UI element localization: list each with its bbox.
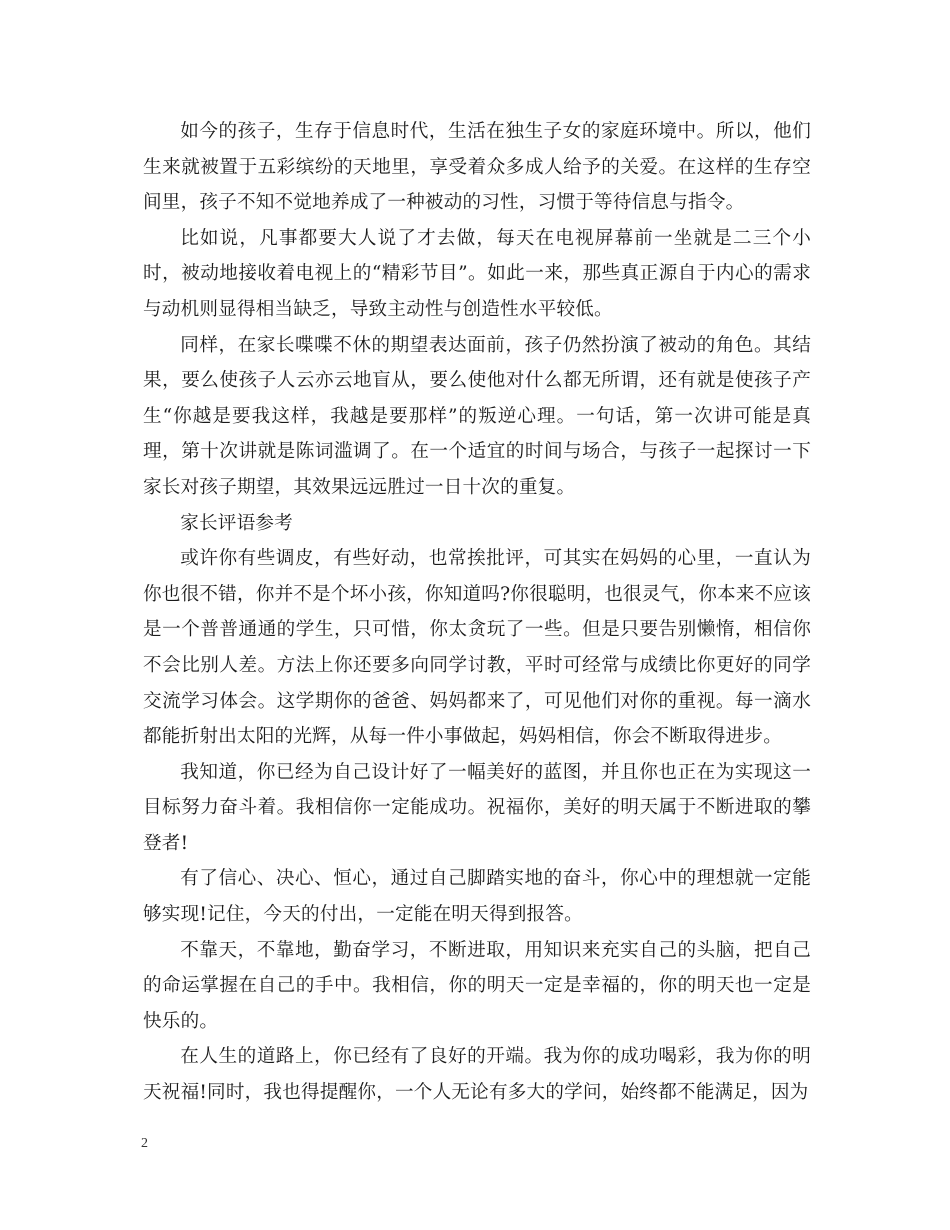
paragraph-7: 不靠天，不靠地，勤奋学习，不断进取，用知识来充实自己的头脑，把自己的命运掌握在自己的手中。我相信，你的明天一定是幸福的，你的明天也一定是快乐的。 xyxy=(143,939,811,1032)
paragraph-1: 如今的孩子，生存于信息时代，生活在独生子女的家庭环境中。所以，他们生来就被置于五彩缤纷的天地里，享受着众多成人给予的关爱。在这样的生存空间里，孩子不知不觉地养成了一种被动的习性，习惯于等待信息与指令。 xyxy=(143,121,811,214)
paragraph-6: 有了信心、决心、恒心，通过自己脚踏实地的奋斗，你心中的理想就一定能够实现!记住，今天的付出，一定能在明天得到报答。 xyxy=(143,868,811,926)
page-number: 2 xyxy=(141,1136,148,1151)
paragraph-5: 我知道，你已经为自己设计好了一幅美好的蓝图，并且你也正在为实现这一目标努力奋斗着。我相信你一定能成功。祝福你，美好的明天属于不断进取的攀登者! xyxy=(143,761,811,854)
paragraph-3: 同样，在家长喋喋不休的期望表达面前，孩子仍然扮演了被动的角色。其结果，要么使孩子人云亦云地盲从，要么使他对什么都无所谓，还有就是使孩子产生“你越是要我这样，我越是要那样”的叛逆心理。一句话，第一次讲可能是真理，第十次讲就是陈词滥调了。在一个适宜的时间与场合，与孩子一起探讨一下家长对孩子期望，其效果远远胜过一日十次的重复。 xyxy=(143,334,811,498)
paragraph-4: 或许你有些调皮，有些好动，也常挨批评，可其实在妈妈的心里，一直认为你也很不错，你并不是个坏小孩，你知道吗?你很聪明，也很灵气，你本来不应该是一个普普通通的学生，只可惜，你太贪玩了一些。但是只要告别懒惰，相信你不会比别人差。方法上你还要多向同学讨教，平时可经常与成绩比你更好的同学交流学习体会。这学期你的爸爸、妈妈都来了，可见他们对你的重视。每一滴水都能折射出太阳的光辉，从每一件小事做起，妈妈相信，你会不断取得进步。 xyxy=(143,548,811,748)
paragraph-8: 在人生的道路上，你已经有了良好的开端。我为你的成功喝彩，我为你的明天祝福!同时，我也得提醒你，一个人无论有多大的学问，始终都不能满足，因为 xyxy=(143,1046,811,1104)
section-heading: 家长评语参考 xyxy=(180,512,293,534)
paragraph-2: 比如说，凡事都要大人说了才去做，每天在电视屏幕前一坐就是二三个小时，被动地接收着电视上的“精彩节目”。如此一来，那些真正源自于内心的需求与动机则显得相当缺乏，导致主动性与创造性水平较低。 xyxy=(143,227,811,320)
document-body xyxy=(143,114,811,1111)
